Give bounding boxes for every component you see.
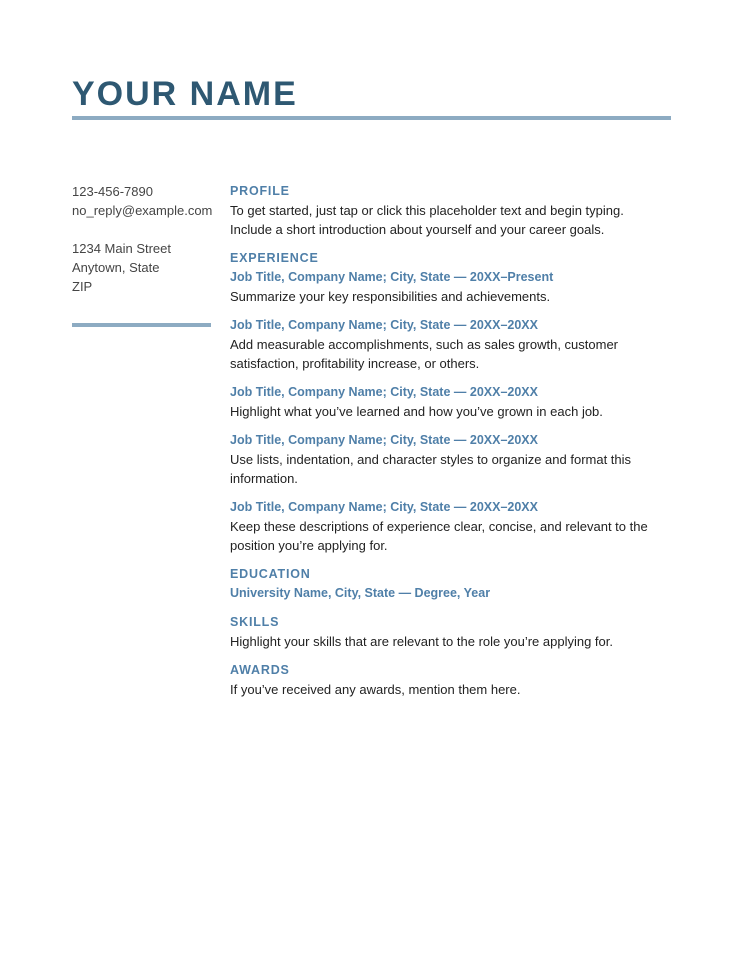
experience-entry — [230, 316, 660, 373]
contact-zip: ZIP — [72, 279, 93, 294]
job-title: Job Title, Company Name; City, State — 20XX–Present — [230, 270, 554, 284]
job-title: Job Title, Company Name; City, State — 20XX–20XX — [230, 385, 538, 399]
job-description: Keep these descriptions of experience clear, concise, and relevant to the position you’re applying for. — [230, 519, 648, 553]
experience-heading: EXPERIENCE — [230, 251, 319, 265]
skills-section — [230, 613, 660, 651]
profile-text: To get started, just tap or click this placeholder text and begin typing. Include a short introduction about yourself and your career goals. — [230, 203, 624, 237]
job-description: Use lists, indentation, and character styles to organize and format this information. — [230, 452, 632, 486]
skills-heading: SKILLS — [230, 615, 280, 629]
awards-text: If you’ve received any awards, mention them here. — [230, 682, 521, 697]
header-divider — [72, 116, 671, 120]
profile-heading: PROFILE — [230, 184, 290, 198]
contact-column — [72, 182, 212, 296]
education-heading: EDUCATION — [230, 567, 311, 581]
job-title: Job Title, Company Name; City, State — 20XX–20XX — [230, 318, 538, 332]
experience-entry — [230, 268, 660, 306]
contact-spacer — [72, 220, 212, 239]
job-description: Summarize your key responsibilities and achievements. — [230, 289, 551, 304]
resume-name: YOUR NAME — [72, 75, 298, 113]
contact-phone: 123-456-7890 — [72, 184, 153, 199]
profile-section — [230, 182, 660, 239]
job-title: Job Title, Company Name; City, State — 20XX–20XX — [230, 500, 538, 514]
experience-entry — [230, 498, 660, 555]
awards-heading: AWARDS — [230, 663, 290, 677]
job-description: Highlight what you’ve learned and how you’ve grown in each job. — [230, 404, 603, 419]
experience-entry — [230, 383, 660, 421]
awards-section — [230, 661, 660, 699]
experience-entry — [230, 431, 660, 488]
experience-section — [230, 249, 660, 555]
job-title: Job Title, Company Name; City, State — 20XX–20XX — [230, 433, 538, 447]
education-section — [230, 565, 660, 603]
skills-text: Highlight your skills that are relevant to the role you’re applying for. — [230, 634, 613, 649]
contact-city-state: Anytown, State — [72, 260, 160, 275]
contact-email: no_reply@example.com — [72, 203, 213, 218]
education-entry: University Name, City, State — Degree, Year — [230, 586, 491, 600]
resume-main-column — [230, 182, 660, 709]
contact-street: 1234 Main Street — [72, 241, 172, 256]
contact-divider — [72, 323, 211, 327]
job-description: Add measurable accomplishments, such as sales growth, customer satisfaction, profitability increase, or others. — [230, 337, 619, 371]
